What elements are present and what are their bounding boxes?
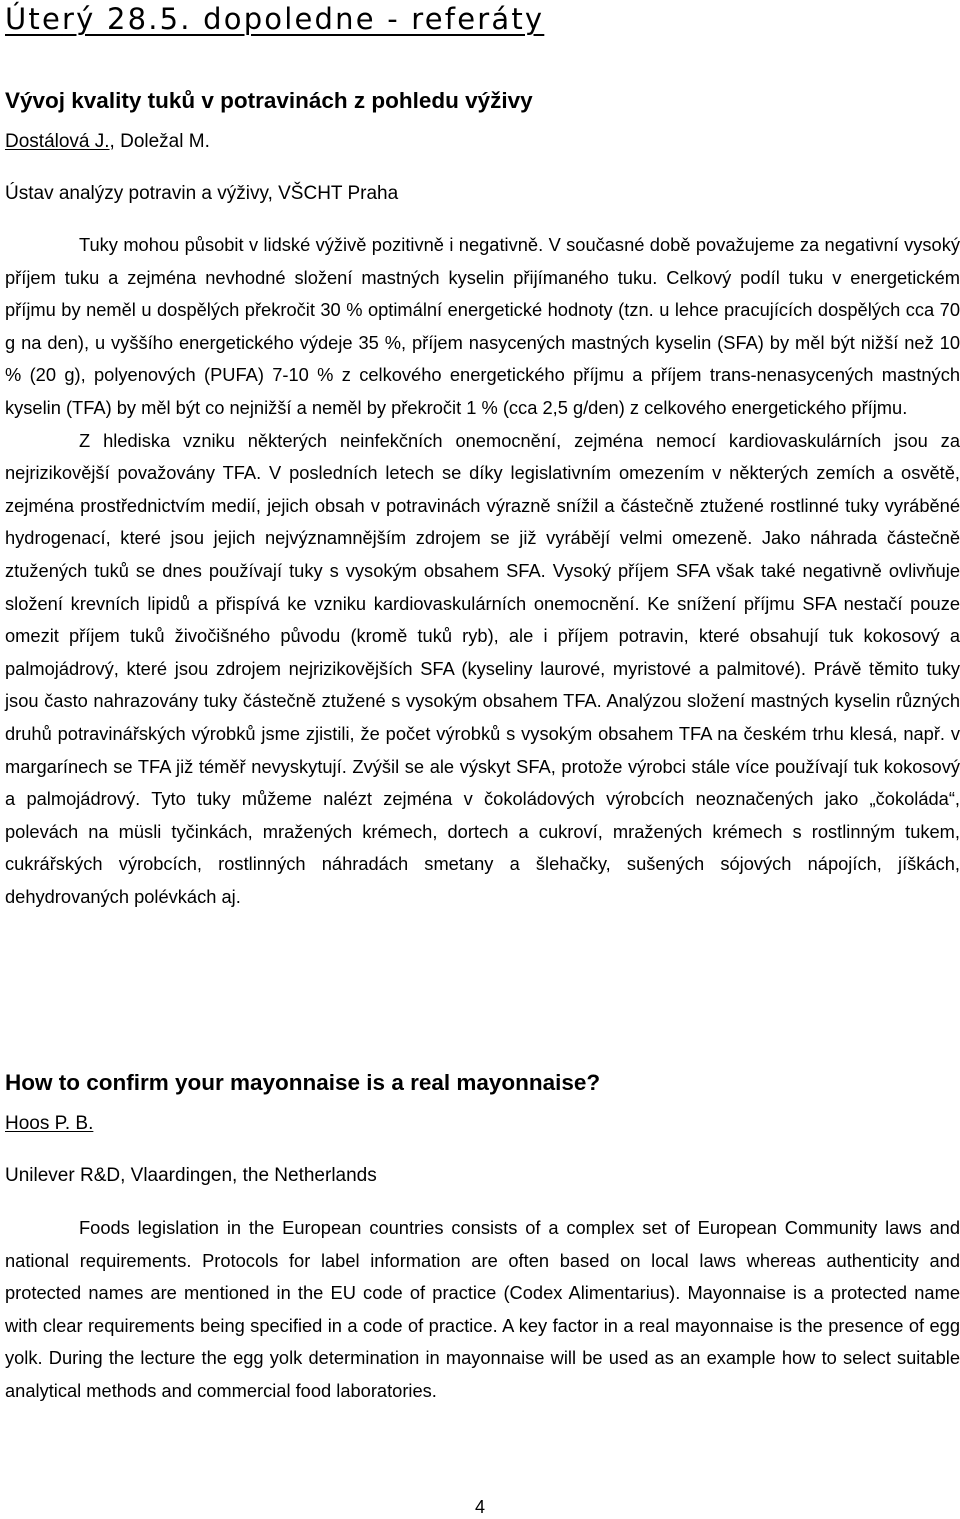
article-1-coauthors: , Doležal M. (109, 131, 210, 152)
article-2-title: How to confirm your mayonnaise is a real mayonnaise? (5, 1070, 601, 1095)
article-1-paragraph-2: Z hlediska vzniku některých neinfekčních onemocnění, zejména nemocí kardiovaskulárních jsou za nejrizikovější považovány TFA. V posledních letech se díky legislativním omezením v některých zemích a osvětě, zejména prostřednictvím medií, jejich obsah v potravinách výrazně snížil a částečně ztužené rostlinné tuky vyráběné hydrogenací, které jsou jejich nejvýznamnějším zdrojem se již vyrábějí velmi omezeně. Jako náhrada částečně ztužených tuků se dnes používají tuky s vysokým obsahem SFA. Vysoký příjem SFA však také negativně ovlivňuje složení krevních lipidů a přispívá ke vzniku kardiovaskulárních onemocnění. Ke snížení příjmu SFA nestačí pouze omezit příjem tuků živočišného původu (kromě tuků ryb), ale i příjem potravin, které obsahují tuk kokosový a palmojádrový, které jsou zdrojem nejrizikovějších SFA (kyseliny laurové, myristové a palmitové). Právě těmito tuky jsou často nahrazovány tuky částečně ztužené s vysokým obsahem TFA. Analýzou složení mastných kyselin různých druhů potravinářských výrobků jsme zjistili, že počet výrobků s vysokým obsahem TFA na českém trhu klesá, např. v margarínech se TFA již téměř nevyskytují. Zvýšil se ale výskyt SFA, protože výrobci stále více používají tuk kokosový a palmojádrový. Tyto tuky můžeme nalézt zejména v čokoládových výrobcích neoznačených jako „čokoláda“, polevách na müsli tyčinkách, mražených krémech, dortech a cukroví, mražených krémech s rostlinným tukem, cukrářských výrobcích, rostlinných náhradách smetany a šlehačky, sušených sójových nápojích, jíškách, dehydrovaných polévkách aj. (5, 429, 960, 907)
article-2-abstract (5, 1212, 960, 1408)
page-number: 4 (474, 1497, 485, 1517)
article-1-presenting-author: Dostálová J. (5, 131, 110, 152)
article-1-authors (5, 131, 210, 153)
article-1-title: Vývoj kvality tuků v potravinách z pohledu výživy (5, 88, 533, 113)
article-1-affiliation: Ústav analýzy potravin a výživy, VŠCHT Praha (5, 183, 399, 204)
article-2-paragraph-1: Foods legislation in the European countries consists of a complex set of European Community laws and national requirements. Protocols for label information are often based on local laws whereas authenticity and protected names are mentioned in the EU code of practice (Codex Alimentarius). Mayonnaise is a protected name with clear requirements being specified in a code of practice. A key factor in a real mayonnaise is the presence of egg yolk. During the lecture the egg yolk determination in mayonnaise will be used as an example how to select suitable analytical methods and commercial food laboratories. (5, 1217, 960, 1401)
article-1-paragraph-1: Tuky mohou působit v lidské výživě pozitivně i negativně. V současné době považujeme za negativní vysoký příjem tuku a zejména nevhodné složení mastných kyselin přijímaného tuku. Celkový podíl tuku v energetickém příjmu by neměl u dospělých překročit 30 % optimální energetické hodnoty (tzn. u lehce pracujících dospělých cca 70 g na den), u vyššího energetického výdeje 35 %, příjem nasycených mastných kyselin (SFA) by měl být nižší než 10 % (20 g), polyenových (PUFA) 7-10 % z celkového energetického příjmu a příjem trans-nenasycených mastných kyselin (TFA) by měl být co nejnižší a neměl by překročit 1 % (cca 2,5 g/den) z celkového energetického příjmu. (5, 234, 960, 418)
article-2-authors (5, 1113, 93, 1135)
article-1-abstract (5, 229, 960, 913)
article-2-presenting-author: Hoos P. B. (5, 1113, 94, 1134)
article-2-affiliation: Unilever R&D, Vlaardingen, the Netherlands (5, 1165, 377, 1186)
page-header: Úterý 28.5. dopoledne - referáty (5, 2, 545, 36)
